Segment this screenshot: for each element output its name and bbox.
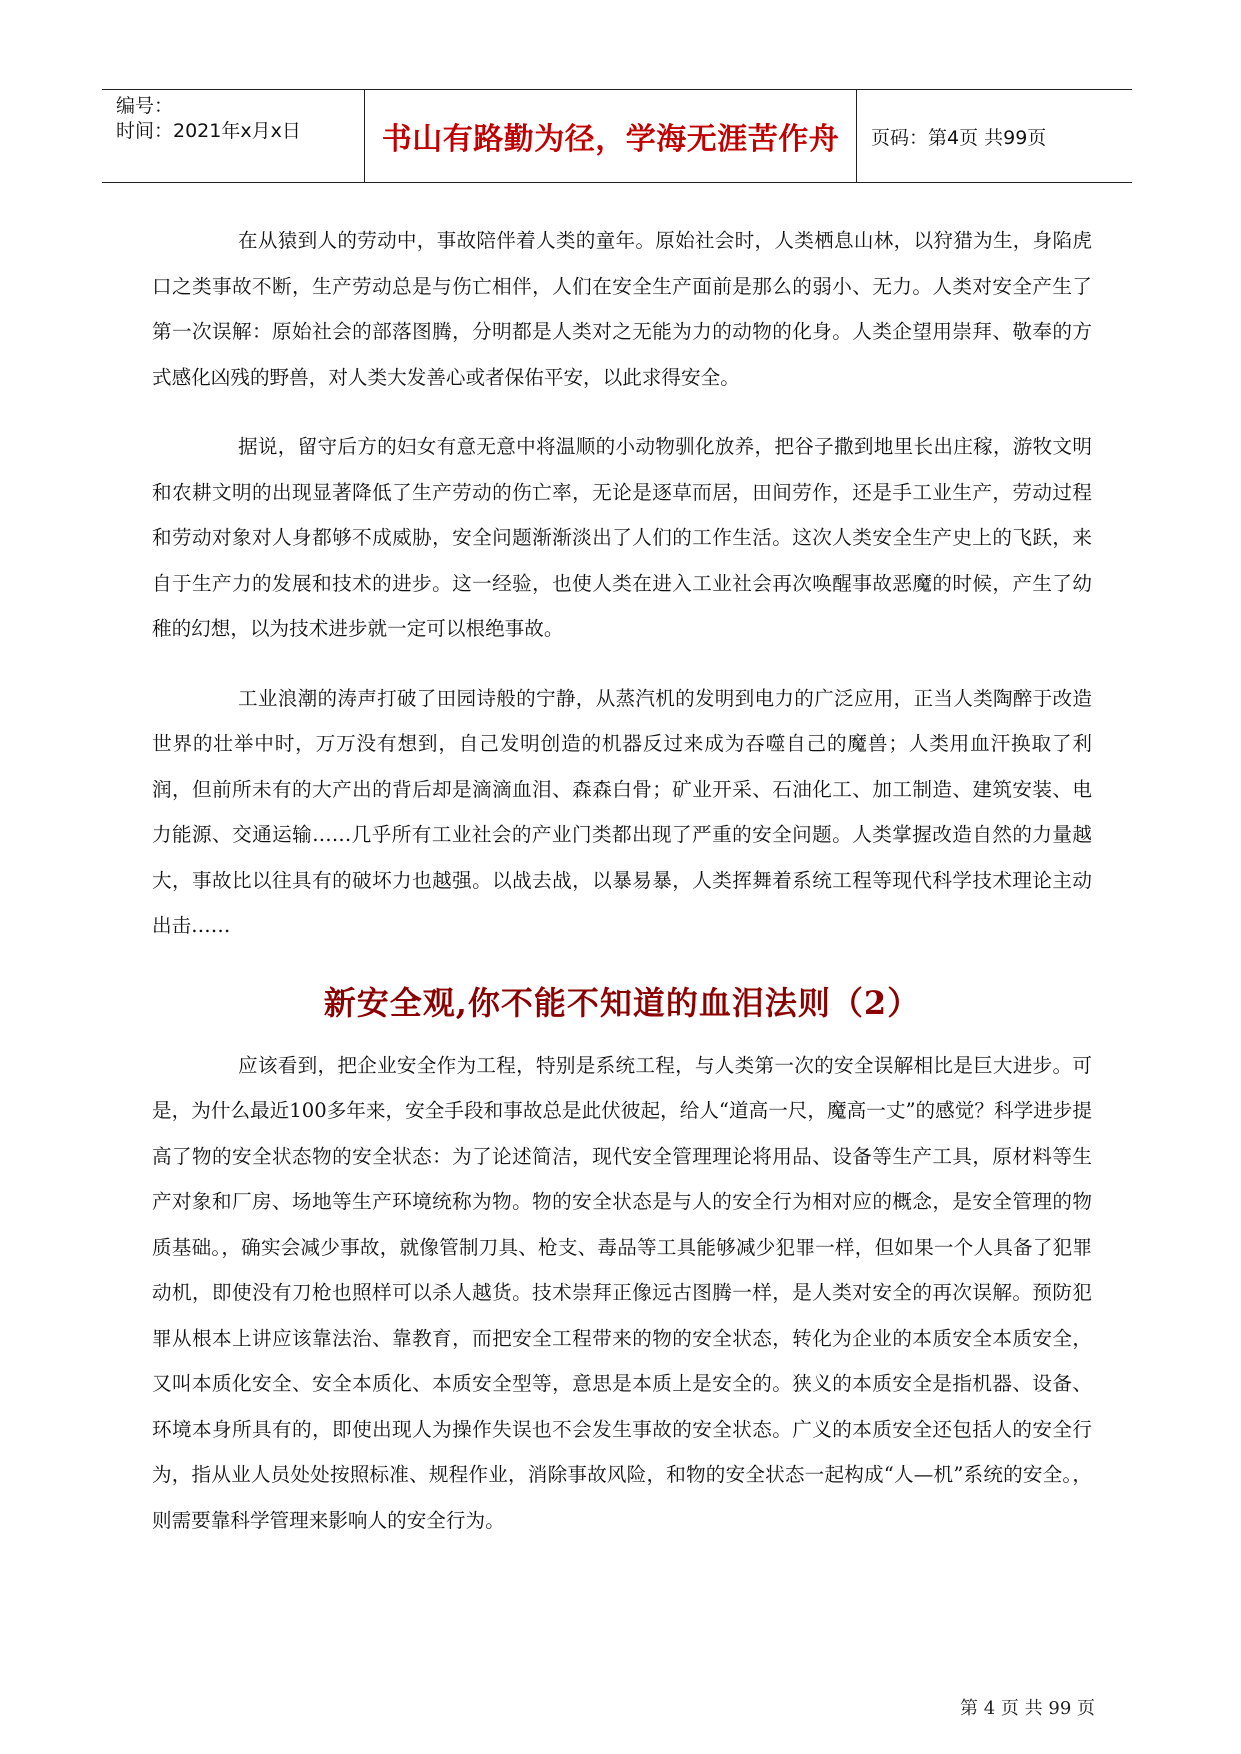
header-meta (102, 90, 365, 182)
document-number-label: 编号： (116, 95, 174, 117)
document-header (102, 89, 1132, 183)
body-paragraph-2: 据说，留守后方的妇女有意无意中将温顺的小动物驯化放养，把谷子撒到地里长出庄稼，游牧文明和农耕文明的出现显著降低了生产劳动的伤亡率，无论是逐草而居，田间劳作，还是手工业生产，劳动过程和劳动对象对人身都够不成威胁，安全问题渐渐淡出了人们的工作生活。这次人类安全生产史上的飞跃，来自于生产力的发展和技术的进步。这一经验，也使人类在进入工业社会再次唤醒事故恶魔的时候，产生了幼稚的幻想，以为技术进步就一定可以根绝事故。 (152, 435, 1092, 640)
document-time-label: 时间：2021年x月x日 (116, 120, 301, 142)
body-paragraph-3: 工业浪潮的涛声打破了田园诗般的宁静，从蒸汽机的发明到电力的广泛应用，正当人类陶醉于改造世界的壮举中时，万万没有想到，自己发明创造的机器反过来成为吞噬自己的魔兽；人类用血汗换取了利润，但前所未有的大产出的背后却是滴滴血泪、森森白骨；矿业开采、石油化工、加工制造、建筑安装、电力能源、交通运输……几乎所有工业社会的产业门类都出现了严重的安全问题。人类掌握改造自然的力量越大，事故比以往具有的破坏力也越强。以战去战，以暴易暴，人类挥舞着系统工程等现代科学技术理论主动出击…… (152, 686, 1092, 937)
body-paragraph-1: 在从猿到人的劳动中，事故陪伴着人类的童年。原始社会时，人类栖息山林，以狩猎为生，身陷虎口之类事故不断，生产劳动总是与伤亡相伴，人们在安全生产面前是那么的弱小、无力。人类对安全产生了第一次误解：原始社会的部落图腾，分明都是人类对之无能为力的动物的化身。人类企望用崇拜、敬奉的方式感化凶残的野兽，对人类大发善心或者保佑平安，以此求得安全。 (152, 229, 1092, 389)
page-footer: 第 4 页 共 99 页 (960, 1698, 1095, 1719)
header-page-info: 页码：第4页 共99页 (871, 126, 1047, 149)
section-title: 新安全观,你不能不知道的血泪法则（2） (323, 983, 921, 1022)
section-paragraph: 应该看到，把企业安全作为工程，特别是系统工程，与人类第一次的安全误解相比是巨大进步。可是，为什么最近100多年来，安全手段和事故总是此伏彼起，给人“道高一尺，魔高一丈”的感觉？科学进步提高了物的安全状态物的安全状态：为了论述简洁，现代安全管理理论将用品、设备等生产工具，原材料等生产对象和厂房、场地等生产环境统称为物。物的安全状态是与人的安全行为相对应的概念，是安全管理的物质基础。，确实会减少事故，就像管制刀具、枪支、毒品等工具能够减少犯罪一样，但如果一个人具备了犯罪动机，即使没有刀枪也照样可以杀人越货。技术崇拜正像远古图腾一样，是人类对安全的再次误解。预防犯罪从根本上讲应该靠法治、靠教育，而把安全工程带来的物的安全状态，转化为企业的本质安全本质安全，又叫本质化安全、安全本质化、本质安全型等，意思是本质上是安全的。狭义的本质安全是指机器、设备、环境本身所具有的，即使出现人为操作失误也不会发生事故的安全状态。广义的本质安全还包括人的安全行为，指从业人员处处按照标准、规程作业，消除事故风险，和物的安全状态一起构成“人—机”系统的安全。，则需要靠科学管理来影响人的安全行为。 (152, 1053, 1092, 1532)
header-motto: 书山有路勤为径，学海无涯苦作舟 (365, 90, 857, 182)
document-body (152, 218, 1092, 1567)
